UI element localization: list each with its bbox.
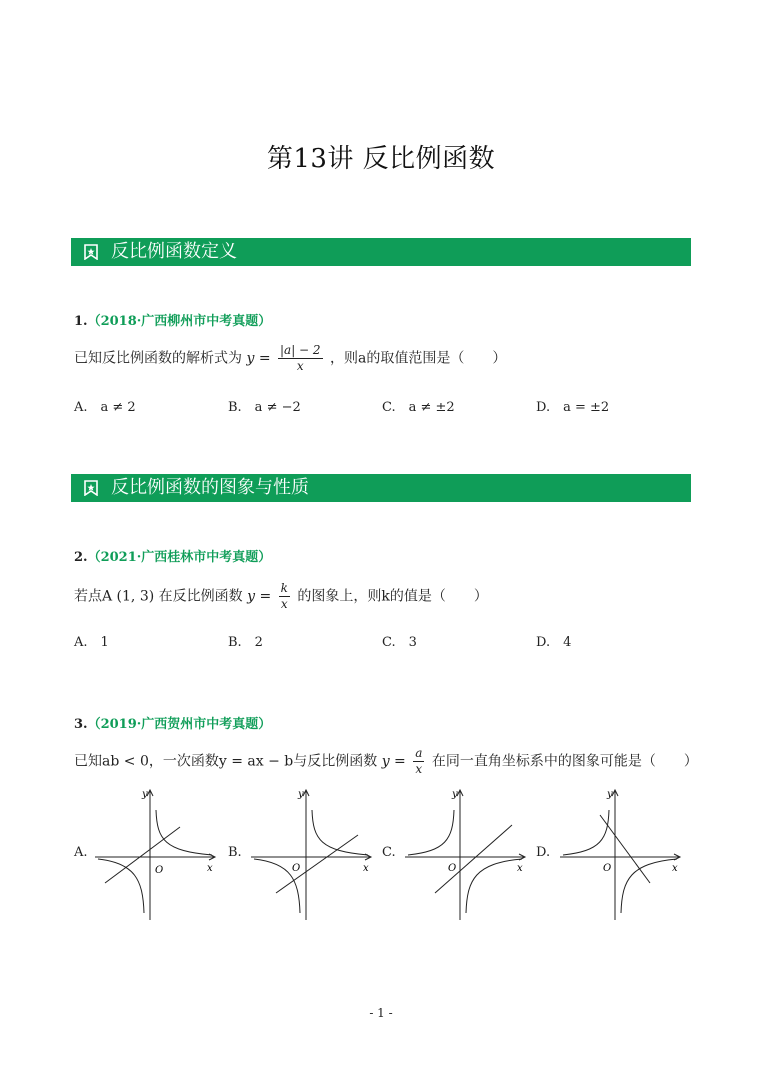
question-stem xyxy=(74,746,698,777)
section-title: 反比例函数的图象与性质 xyxy=(111,477,309,498)
option-d[interactable]: D. 4 xyxy=(536,635,572,650)
option-d[interactable]: D. a = ±2 xyxy=(536,400,610,415)
graph-option-a[interactable] xyxy=(90,785,220,925)
option-b[interactable]: B. 2 xyxy=(228,635,263,650)
question-header xyxy=(74,310,271,329)
bookmark-star-icon xyxy=(83,480,99,496)
option-a-label[interactable]: A. xyxy=(74,845,88,860)
option-d-label[interactable]: D. xyxy=(536,845,551,860)
section-header-graph-properties xyxy=(71,474,691,502)
origin-label: O xyxy=(603,863,612,874)
option-a[interactable]: A. a ≠ 2 xyxy=(74,400,136,415)
stem-text: 若点A (1, 3) 在反比例函数 xyxy=(74,588,243,605)
section-title: 反比例函数定义 xyxy=(111,241,237,262)
hyperbola-branch-q4 xyxy=(466,859,522,913)
fraction-numerator: |a| − 2 xyxy=(280,343,321,357)
question-source: （2021·广西桂林市中考真题） xyxy=(87,550,272,565)
stem-equation: y = xyxy=(381,753,406,770)
graph-option-d[interactable] xyxy=(555,785,685,925)
fraction-numerator: k xyxy=(280,581,288,595)
hyperbola-branch-q2 xyxy=(563,810,609,855)
question-stem xyxy=(74,581,488,612)
fraction-numerator: a xyxy=(415,746,423,760)
graph-option-b[interactable] xyxy=(246,785,376,925)
option-b[interactable]: B. a ≠ −2 xyxy=(228,400,301,415)
option-c-label[interactable]: C. xyxy=(382,845,396,860)
question-header xyxy=(74,713,271,732)
question-number: 3. xyxy=(74,717,88,732)
fraction-denominator: x xyxy=(415,762,423,776)
stem-text: 的图象上，则k的值是（ ） xyxy=(297,588,488,605)
hyperbola-branch-q2 xyxy=(408,810,454,855)
option-c[interactable]: C. 3 xyxy=(382,635,417,650)
stem-text: 在同一直角坐标系中的图象可能是（ ） xyxy=(431,753,698,770)
hyperbola-branch-q3 xyxy=(98,859,144,913)
option-a[interactable]: A. 1 xyxy=(74,635,109,650)
option-c[interactable]: C. a ≠ ±2 xyxy=(382,400,455,415)
question-source: （2019·广西贺州市中考真题） xyxy=(87,717,272,732)
stem-text: 已知反比例函数的解析式为 xyxy=(74,350,242,367)
page-title: 第13讲 反比例函数 xyxy=(266,144,496,174)
fraction-denominator: x xyxy=(296,359,304,373)
question-stem xyxy=(74,343,506,374)
linear-function-line xyxy=(276,835,358,893)
hyperbola-branch-q1 xyxy=(156,810,212,855)
fraction xyxy=(279,581,290,612)
fraction xyxy=(278,343,323,374)
question-header xyxy=(74,546,271,565)
y-axis-label: y xyxy=(452,789,458,800)
origin-label: O xyxy=(292,863,301,874)
y-axis-label: y xyxy=(607,789,613,800)
origin-label: O xyxy=(155,865,164,876)
fraction-denominator: x xyxy=(280,597,288,611)
question-number: 1. xyxy=(74,314,88,329)
hyperbola-branch-q4 xyxy=(621,859,677,913)
graph-option-c[interactable] xyxy=(400,785,530,925)
question-source: （2018·广西柳州市中考真题） xyxy=(87,314,272,329)
page-number: - 1 - xyxy=(369,1006,393,1020)
question-number: 2. xyxy=(74,550,88,565)
stem-text: 已知ab < 0，一次函数y = ax − b与反比例函数 xyxy=(74,753,378,770)
x-axis-label: x xyxy=(517,863,523,874)
stem-equation: y = xyxy=(246,350,271,367)
section-header-definition xyxy=(71,238,691,266)
x-axis-label: x xyxy=(672,863,678,874)
stem-text: ，则a的取值范围是（ ） xyxy=(330,350,507,367)
option-b-label[interactable]: B. xyxy=(228,845,242,860)
linear-function-line xyxy=(105,827,180,883)
linear-function-line xyxy=(435,825,512,893)
x-axis-label: x xyxy=(207,863,213,874)
fraction xyxy=(413,746,424,777)
bookmark-star-icon xyxy=(83,244,99,260)
stem-equation: y = xyxy=(247,588,272,605)
y-axis-label: y xyxy=(298,789,304,800)
origin-label: O xyxy=(448,863,457,874)
y-axis-label: y xyxy=(142,789,148,800)
x-axis-label: x xyxy=(363,863,369,874)
